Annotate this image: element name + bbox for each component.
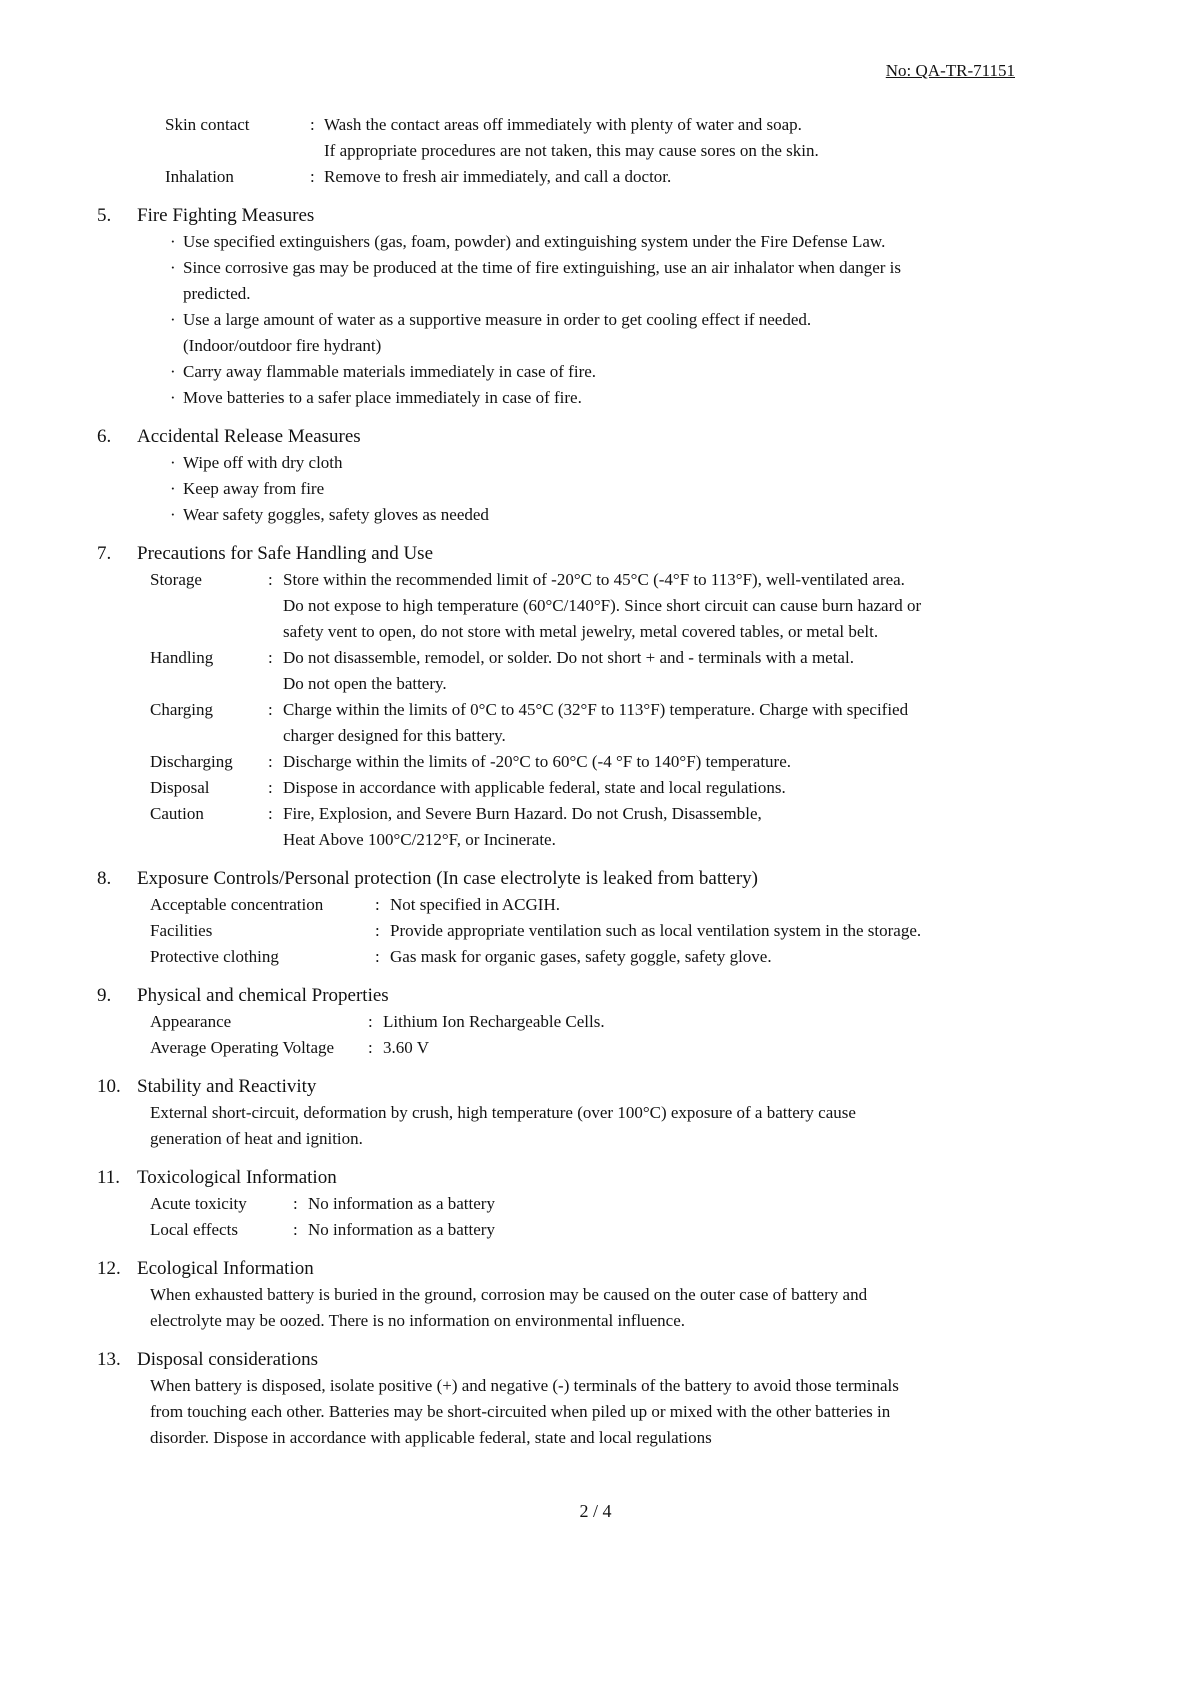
- doc-number: No: QA-TR-71151: [885, 61, 1015, 80]
- section-number: 10.: [97, 1076, 121, 1097]
- entry-discharging: [150, 749, 1191, 775]
- section-title: Disposal considerations: [137, 1349, 319, 1370]
- entry-line: 3.60 V: [383, 1038, 429, 1057]
- entry-appearance: [150, 1009, 1191, 1035]
- bullet-line: Keep away from fire: [183, 479, 325, 498]
- section-title: Ecological Information: [137, 1258, 314, 1279]
- section-number: 9.: [97, 985, 112, 1006]
- section-title: Toxicological Information: [137, 1167, 337, 1188]
- entry-line: Fire, Explosion, and Severe Burn Hazard. Do not Crush, Disassemble,: [283, 804, 762, 823]
- entry-line: Gas mask for organic gases, safety goggle, safety glove.: [390, 947, 772, 966]
- section-body: [0, 892, 1191, 970]
- entry-line: No information as a battery: [308, 1194, 495, 1213]
- bullet-item: [170, 307, 1191, 359]
- entry-line: safety vent to open, do not store with metal jewelry, metal covered tables, or metal belt.: [283, 622, 879, 641]
- paragraph-line: When exhausted battery is buried in the ground, corrosion may be caused on the outer case of battery and: [150, 1285, 868, 1304]
- section-heading: [0, 866, 1191, 892]
- bullet-line: Wear safety goggles, safety gloves as needed: [183, 505, 489, 524]
- section-stability-reactivity: [0, 1074, 1191, 1152]
- entry-text: [283, 645, 1191, 697]
- section-toxicological-information: [0, 1165, 1191, 1243]
- bullet-text: [183, 229, 1191, 255]
- entry-label: Charging: [150, 700, 213, 719]
- page-number: 2 / 4: [579, 1501, 612, 1521]
- paragraph-line: External short-circuit, deformation by crush, high temperature (over 100°C) exposure of a battery cause: [150, 1103, 856, 1122]
- bullet-text: [183, 476, 1191, 502]
- bullet-icon: ·: [170, 232, 176, 251]
- entry-text: [383, 1035, 1191, 1061]
- entry-line: Do not expose to high temperature (60°C/140°F). Since short circuit can cause burn hazard or: [283, 596, 922, 615]
- entry-colon: :: [368, 1038, 373, 1057]
- entry-line: Do not disassemble, remodel, or solder. Do not short + and - terminals with a metal.: [283, 648, 854, 667]
- entry-colon: :: [375, 921, 380, 940]
- section-title: Physical and chemical Properties: [137, 985, 389, 1006]
- section-number: 6.: [97, 426, 112, 447]
- section-body: [0, 1100, 1191, 1152]
- section-heading: [0, 983, 1191, 1009]
- entry-colon: :: [268, 752, 273, 771]
- entry-line: Remove to fresh air immediately, and call a doctor.: [324, 167, 672, 186]
- entry-line: Heat Above 100°C/212°F, or Incinerate.: [283, 830, 556, 849]
- section-body: [0, 567, 1191, 853]
- section-title: Fire Fighting Measures: [137, 205, 315, 226]
- entry-line: Not specified in ACGIH.: [390, 895, 560, 914]
- bullet-line: Use a large amount of water as a supportive measure in order to get cooling effect if needed.: [183, 310, 812, 329]
- bullet-icon: ·: [170, 310, 176, 329]
- entry-line: If appropriate procedures are not taken, this may cause sores on the skin.: [324, 141, 819, 160]
- entry-line: Dispose in accordance with applicable federal, state and local regulations.: [283, 778, 786, 797]
- section-number: 12.: [97, 1258, 121, 1279]
- section-fire-fighting-measures: [0, 203, 1191, 411]
- entry-colon: :: [375, 895, 380, 914]
- entry-label: Facilities: [150, 921, 213, 940]
- section-body: [0, 450, 1191, 528]
- section-paragraph: [150, 1100, 1061, 1152]
- entry-line: No information as a battery: [308, 1220, 495, 1239]
- entry-colon: :: [268, 700, 273, 719]
- paragraph-line: disorder. Dispose in accordance with applicable federal, state and local regulations: [150, 1428, 712, 1447]
- section-heading: [0, 541, 1191, 567]
- entry-colon: :: [268, 570, 273, 589]
- entry-label: Skin contact: [165, 115, 250, 134]
- entry-label: Appearance: [150, 1012, 232, 1031]
- entry-colon: :: [268, 804, 273, 823]
- entry-text: [324, 164, 1191, 190]
- bullet-text: [183, 385, 1191, 411]
- bullet-item: [170, 476, 1191, 502]
- section-heading: [0, 1347, 1191, 1373]
- bullet-item: [170, 255, 1191, 307]
- section-number: 7.: [97, 543, 112, 564]
- entry-text: [308, 1217, 1191, 1243]
- section-title: Accidental Release Measures: [137, 426, 361, 447]
- section-precautions-safe-handling: [0, 541, 1191, 853]
- bullet-text: [183, 307, 1191, 359]
- section-paragraph: [150, 1282, 1061, 1334]
- entry-colon: :: [293, 1194, 298, 1213]
- entry-handling: [150, 645, 1191, 697]
- paragraph-line: generation of heat and ignition.: [150, 1129, 363, 1148]
- section-accidental-release-measures: [0, 424, 1191, 528]
- entry-line: Wash the contact areas off immediately with plenty of water and soap.: [324, 115, 802, 134]
- bullet-item: [170, 385, 1191, 411]
- section-heading: [0, 1074, 1191, 1100]
- entry-label: Local effects: [150, 1220, 238, 1239]
- entry-disposal: [150, 775, 1191, 801]
- entry-text: [283, 697, 1191, 749]
- entry-colon: :: [293, 1220, 298, 1239]
- section-number: 8.: [97, 868, 112, 889]
- entry-colon: :: [368, 1012, 373, 1031]
- intro-entry-inhalation: [165, 164, 1191, 190]
- bullet-icon: ·: [170, 388, 176, 407]
- section-paragraph: [150, 1373, 1061, 1451]
- section-heading: [0, 1165, 1191, 1191]
- bullet-line: (Indoor/outdoor fire hydrant): [183, 336, 382, 355]
- paragraph-line: from touching each other. Batteries may be short-circuited when piled up or mixed with the other batteries in: [150, 1402, 891, 1421]
- section-heading: [0, 203, 1191, 229]
- section-body: [0, 229, 1191, 411]
- entry-line: Do not open the battery.: [283, 674, 447, 693]
- bullet-text: [183, 450, 1191, 476]
- entry-text: [383, 1009, 1191, 1035]
- entry-text: [390, 944, 1191, 970]
- entry-line: Store within the recommended limit of -20°C to 45°C (-4°F to 113°F), well-ventilated area.: [283, 570, 905, 589]
- entry-acceptable-concentration: [150, 892, 1191, 918]
- bullet-icon: ·: [170, 479, 176, 498]
- paragraph-line: electrolyte may be oozed. There is no information on environmental influence.: [150, 1311, 686, 1330]
- entry-charging: [150, 697, 1191, 749]
- entry-label: Storage: [150, 570, 202, 589]
- bullet-line: predicted.: [183, 284, 251, 303]
- entry-colon: :: [310, 115, 315, 134]
- entry-acute-toxicity: [150, 1191, 1191, 1217]
- document-content: [0, 112, 1191, 1451]
- section-heading: [0, 424, 1191, 450]
- entry-storage: [150, 567, 1191, 645]
- entry-caution: [150, 801, 1191, 853]
- entry-colon: :: [310, 167, 315, 186]
- bullet-line: Carry away flammable materials immediately in case of fire.: [183, 362, 597, 381]
- bullet-icon: ·: [170, 453, 176, 472]
- bullet-item: [170, 359, 1191, 385]
- section-body: [0, 1009, 1191, 1061]
- entry-text: [390, 892, 1191, 918]
- entry-label: Acceptable concentration: [150, 895, 324, 914]
- entry-line: Discharge within the limits of -20°C to 60°C (-4 °F to 140°F) temperature.: [283, 752, 792, 771]
- section-ecological-information: [0, 1256, 1191, 1334]
- section-title: Precautions for Safe Handling and Use: [137, 543, 434, 564]
- bullet-icon: ·: [170, 505, 176, 524]
- entry-protective-clothing: [150, 944, 1191, 970]
- entry-line: Charge within the limits of 0°C to 45°C (32°F to 113°F) temperature. Charge with specified: [283, 700, 909, 719]
- entry-average-operating-voltage: [150, 1035, 1191, 1061]
- section-number: 11.: [97, 1167, 121, 1188]
- entry-local-effects: [150, 1217, 1191, 1243]
- bullet-item: [170, 450, 1191, 476]
- section-body: [0, 1373, 1191, 1451]
- section-disposal-considerations: [0, 1347, 1191, 1451]
- bullet-text: [183, 359, 1191, 385]
- entry-line: Lithium Ion Rechargeable Cells.: [383, 1012, 605, 1031]
- bullet-icon: ·: [170, 258, 176, 277]
- entry-line: charger designed for this battery.: [283, 726, 506, 745]
- entry-label: Average Operating Voltage: [150, 1038, 335, 1057]
- intro-entry-skin-contact: [165, 112, 1191, 164]
- entry-label: Inhalation: [165, 167, 234, 186]
- section-exposure-controls: [0, 866, 1191, 970]
- entry-colon: :: [268, 778, 273, 797]
- bullet-item: [170, 502, 1191, 528]
- entry-colon: :: [375, 947, 380, 966]
- section-title: Stability and Reactivity: [137, 1076, 317, 1097]
- entry-text: [283, 775, 1191, 801]
- entry-label: Acute toxicity: [150, 1194, 247, 1213]
- entry-facilities: [150, 918, 1191, 944]
- section-body: [0, 1282, 1191, 1334]
- entry-label: Disposal: [150, 778, 210, 797]
- section-heading: [0, 1256, 1191, 1282]
- entry-text: [308, 1191, 1191, 1217]
- entry-text: [390, 918, 1191, 944]
- entry-label: Discharging: [150, 752, 233, 771]
- section-physical-chemical-properties: [0, 983, 1191, 1061]
- bullet-line: Since corrosive gas may be produced at the time of fire extinguishing, use an air inhalator when danger is: [183, 258, 902, 277]
- entry-line: Provide appropriate ventilation such as local ventilation system in the storage.: [390, 921, 922, 940]
- entry-text: [283, 567, 1191, 645]
- section-number: 13.: [97, 1349, 121, 1370]
- section-title: Exposure Controls/Personal protection (In case electrolyte is leaked from battery): [137, 868, 758, 889]
- bullet-line: Use specified extinguishers (gas, foam, powder) and extinguishing system under the Fire Defense Law.: [183, 232, 886, 251]
- bullet-icon: ·: [170, 362, 176, 381]
- section-body: [0, 1191, 1191, 1243]
- entry-text: [283, 801, 1191, 853]
- bullet-text: [183, 502, 1191, 528]
- bullet-item: [170, 229, 1191, 255]
- entry-label: Handling: [150, 648, 214, 667]
- bullet-text: [183, 255, 1191, 307]
- entry-colon: :: [268, 648, 273, 667]
- bullet-line: Move batteries to a safer place immediately in case of fire.: [183, 388, 582, 407]
- paragraph-line: When battery is disposed, isolate positive (+) and negative (-) terminals of the battery to avoid those terminals: [150, 1376, 899, 1395]
- bullet-line: Wipe off with dry cloth: [183, 453, 343, 472]
- section-number: 5.: [97, 205, 112, 226]
- entry-text: [324, 112, 1191, 164]
- entry-text: [283, 749, 1191, 775]
- entry-label: Protective clothing: [150, 947, 279, 966]
- entry-label: Caution: [150, 804, 204, 823]
